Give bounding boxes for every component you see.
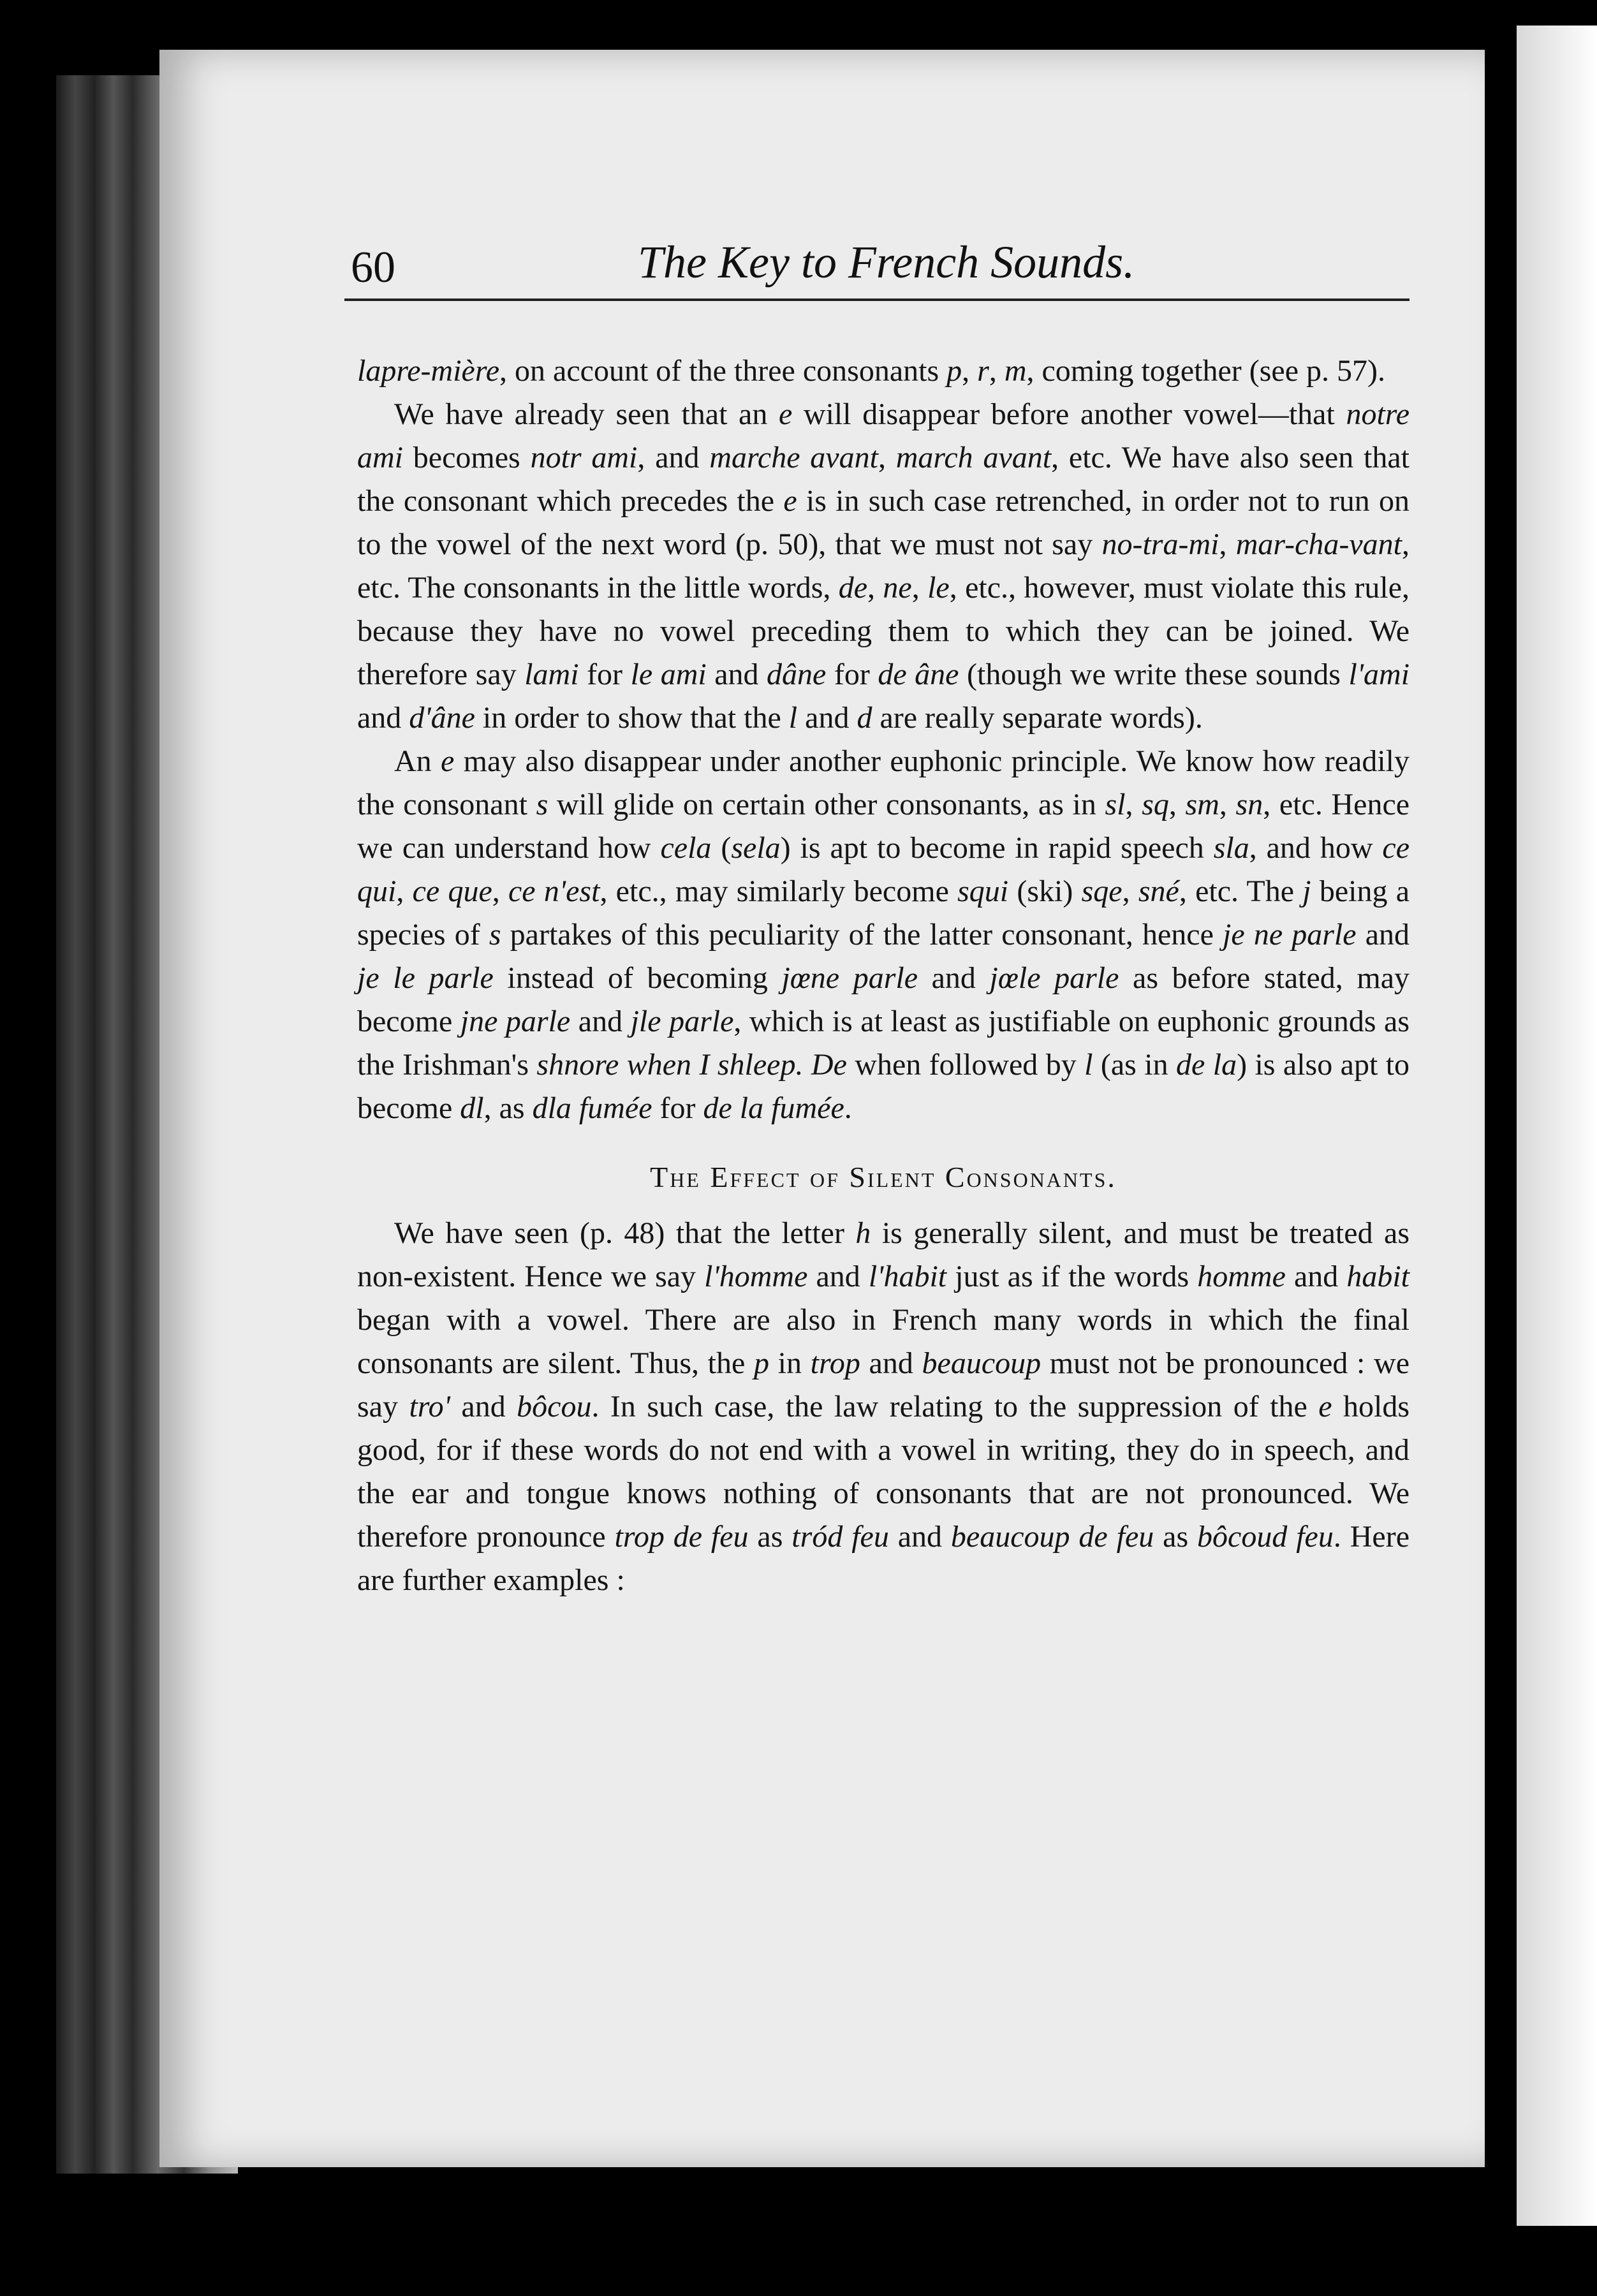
italic-term: tród feu	[791, 1520, 889, 1554]
text-run: ,	[989, 354, 1005, 388]
text-run: as before stated, may become	[357, 961, 1410, 1038]
italic-term: bôcou	[517, 1390, 592, 1424]
text-run: and	[918, 961, 990, 995]
text-run: .	[844, 1091, 852, 1125]
italic-term: p	[946, 354, 962, 388]
italic-term: sl	[1105, 788, 1126, 821]
italic-term: shnore when I shleep.	[536, 1048, 804, 1082]
italic-term: e	[778, 397, 793, 431]
text-run: , etc. The	[1179, 874, 1303, 908]
facing-page-edge	[1517, 26, 1597, 2226]
text-run: ,	[867, 571, 883, 605]
text-run: ) is apt to become in rapid speech	[780, 831, 1214, 865]
italic-term: sela	[731, 831, 781, 865]
section-heading: The Effect of Silent Consonants.	[650, 1161, 1117, 1193]
italic-term: m	[1004, 354, 1027, 388]
page-header	[351, 236, 1409, 306]
text-run: ,	[1122, 874, 1138, 908]
italic-term: d'âne	[409, 701, 475, 735]
text-run: , etc., however, must violate this rule, because they have no vowel preceding them to which they can be joined. We therefore say	[357, 571, 1410, 691]
italic-term: h	[855, 1216, 871, 1250]
italic-term: s	[489, 918, 501, 952]
italic-term: notre ami	[357, 397, 1409, 475]
italic-term: je le parle	[357, 961, 494, 995]
text-run: , which is at least as justifiable on euphonic grounds as the Irishman's	[357, 1004, 1410, 1082]
italic-term: no-tra-mi	[1101, 527, 1219, 561]
text-run: instead of becoming	[493, 961, 782, 995]
italic-term: de âne	[878, 658, 959, 691]
italic-term: jle parle	[630, 1004, 734, 1038]
text-run: We have seen (p. 48) that the letter	[394, 1216, 856, 1250]
text-run: , coming together (see p. 57).	[1026, 354, 1385, 388]
italic-term: de la fumée	[703, 1091, 844, 1125]
text-run: . In such case, the law relating to the suppression of the	[591, 1390, 1319, 1424]
text-run: and	[1285, 1260, 1347, 1293]
italic-term: lami	[524, 658, 579, 691]
text-run: (ski)	[1008, 874, 1082, 908]
text-run: , etc. We have also seen that the consonant which precedes the	[357, 441, 1410, 518]
italic-term: dl	[460, 1091, 484, 1125]
italic-term: marche avant	[709, 441, 878, 475]
italic-term: l	[1084, 1048, 1093, 1082]
text-run: (though we write these sounds	[959, 658, 1349, 691]
text-run: holds good, for if these words do not end with a vowel in writing, they do in speech, and the ear and tongue knows nothing of consonants that are not pronounced. We therefore pronounce	[357, 1390, 1409, 1554]
text-run: , on account of the three consonants	[499, 354, 947, 388]
text-run: began with a vowel. There are also in French many words in which the final consonants are silent. Thus, the	[357, 1303, 1409, 1380]
text-run: ,	[492, 874, 508, 908]
paragraph	[357, 350, 1409, 393]
italic-term: l'habit	[868, 1260, 947, 1293]
text-run: in order to show that the	[475, 701, 789, 735]
header-rule	[344, 298, 1409, 301]
italic-term: trop de feu	[614, 1520, 749, 1554]
italic-term: l'homme	[704, 1260, 808, 1293]
text-run: , etc., may similarly become	[600, 874, 958, 908]
italic-term: l'ami	[1348, 658, 1410, 691]
italic-term: habit	[1346, 1260, 1410, 1293]
text-run: partakes of this peculiarity of the latter consonant, hence	[501, 918, 1223, 952]
text-run: ,	[911, 571, 928, 605]
text-run: as	[748, 1520, 792, 1554]
paragraph	[357, 740, 1409, 1130]
text-run: , as	[483, 1091, 533, 1125]
text-run	[803, 1048, 811, 1082]
text-run: We have already seen that an	[394, 397, 779, 431]
italic-term: cela	[660, 831, 712, 865]
italic-term: d	[857, 701, 872, 735]
italic-term: dla fumée	[532, 1091, 652, 1125]
italic-term: sné	[1138, 874, 1179, 908]
text-run: and	[888, 1520, 951, 1554]
italic-term: de la	[1176, 1048, 1237, 1082]
italic-term: e	[441, 744, 455, 778]
text-run: (as in	[1093, 1048, 1177, 1082]
text-run: must not be pronounced : we say	[357, 1346, 1410, 1424]
text-run: for	[652, 1091, 703, 1125]
text-run: An	[394, 744, 441, 778]
italic-term: s	[536, 788, 548, 821]
italic-term: sq	[1142, 788, 1169, 821]
italic-term: ce n'est	[508, 874, 600, 908]
italic-term: sla	[1213, 831, 1249, 865]
italic-term: De	[811, 1048, 847, 1082]
text-run: when followed by	[846, 1048, 1085, 1082]
page-number: 60	[351, 243, 395, 292]
italic-term: homme	[1197, 1260, 1286, 1293]
italic-term: bôcoud feu	[1197, 1520, 1334, 1554]
italic-term: beaucoup de feu	[950, 1520, 1154, 1554]
paragraph	[357, 1212, 1409, 1602]
text-run: , and	[637, 441, 710, 475]
italic-term: le	[927, 571, 950, 605]
text-run: and	[807, 1260, 869, 1293]
italic-term: ne	[883, 571, 912, 605]
text-run: ,	[1168, 788, 1186, 821]
text-run: is in such case retrenched, in order not to run on to the vowel of the next word (p. 50), that we must not say	[357, 484, 1410, 561]
italic-term: je ne parle	[1223, 918, 1357, 952]
italic-term: jne parle	[460, 1004, 571, 1038]
italic-term: jœle parle	[989, 961, 1119, 995]
text-run: and	[706, 658, 767, 691]
italic-term: trop	[810, 1346, 860, 1380]
italic-term: dâne	[767, 658, 827, 691]
text-run: and	[1356, 918, 1409, 952]
text-run: , etc. Hence we can understand how	[357, 788, 1410, 865]
text-run: and	[797, 701, 857, 735]
text-run: may also disappear under another euphonic principle. We know how readily the consonant	[357, 744, 1409, 821]
italic-term: e	[783, 484, 797, 518]
italic-term: beaucoup	[922, 1346, 1041, 1380]
text-run: and	[450, 1390, 517, 1424]
text-run: , etc. The consonants in the little words,	[357, 527, 1410, 605]
text-run: ,	[878, 441, 896, 475]
italic-term: sm	[1185, 788, 1219, 821]
text-run: and	[570, 1004, 631, 1038]
text-run: in	[769, 1346, 811, 1380]
paragraph	[357, 393, 1409, 740]
italic-term: sn	[1235, 788, 1263, 821]
italic-term: lapre-mière	[357, 354, 500, 388]
text-run: (	[711, 831, 732, 865]
text-run: being a species of	[357, 874, 1410, 952]
italic-term: r	[977, 354, 989, 388]
text-run: ,	[1125, 788, 1142, 821]
italic-term: jœne parle	[781, 961, 918, 995]
italic-term: tro'	[409, 1390, 450, 1424]
running-title: The Key to French Sounds.	[638, 237, 1135, 288]
text-run: as	[1154, 1520, 1198, 1554]
italic-term: mar-cha-vant	[1235, 527, 1402, 561]
italic-term: sqe	[1081, 874, 1122, 908]
italic-term: le ami	[630, 658, 707, 691]
text-run: is generally silent, and must be treated as non-existent. Hence we say	[357, 1216, 1409, 1293]
text-run: and	[357, 701, 409, 735]
text-run: and	[860, 1346, 922, 1380]
italic-term: ce qui	[357, 831, 1409, 908]
text-run: will glide on certain other consonants, as in	[548, 788, 1105, 821]
italic-term: de	[838, 571, 868, 605]
italic-term: e	[1318, 1390, 1332, 1424]
text-run: ,	[1219, 527, 1236, 561]
text-run: ,	[962, 354, 978, 388]
italic-term: squi	[957, 874, 1009, 908]
italic-term: p	[753, 1346, 769, 1380]
italic-term: notr ami	[530, 441, 638, 475]
text-run: for	[578, 658, 631, 691]
text-run: just as if the words	[946, 1260, 1198, 1293]
page-body	[357, 350, 1409, 1602]
italic-term: j	[1302, 874, 1311, 908]
text-run: becomes	[403, 441, 531, 475]
italic-term: march avant	[895, 441, 1052, 475]
text-run: for	[826, 658, 878, 691]
italic-term: ce que	[412, 874, 492, 908]
text-run: . Here are further examples :	[357, 1520, 1410, 1597]
text-run: are really separate words).	[872, 701, 1203, 735]
text-run: ) is also apt to become	[357, 1048, 1410, 1125]
text-run: , and how	[1249, 831, 1383, 865]
text-run: will disappear before another vowel—that	[792, 397, 1346, 431]
text-run: ,	[1219, 788, 1236, 821]
italic-term: l	[788, 701, 798, 735]
text-run: ,	[396, 874, 413, 908]
